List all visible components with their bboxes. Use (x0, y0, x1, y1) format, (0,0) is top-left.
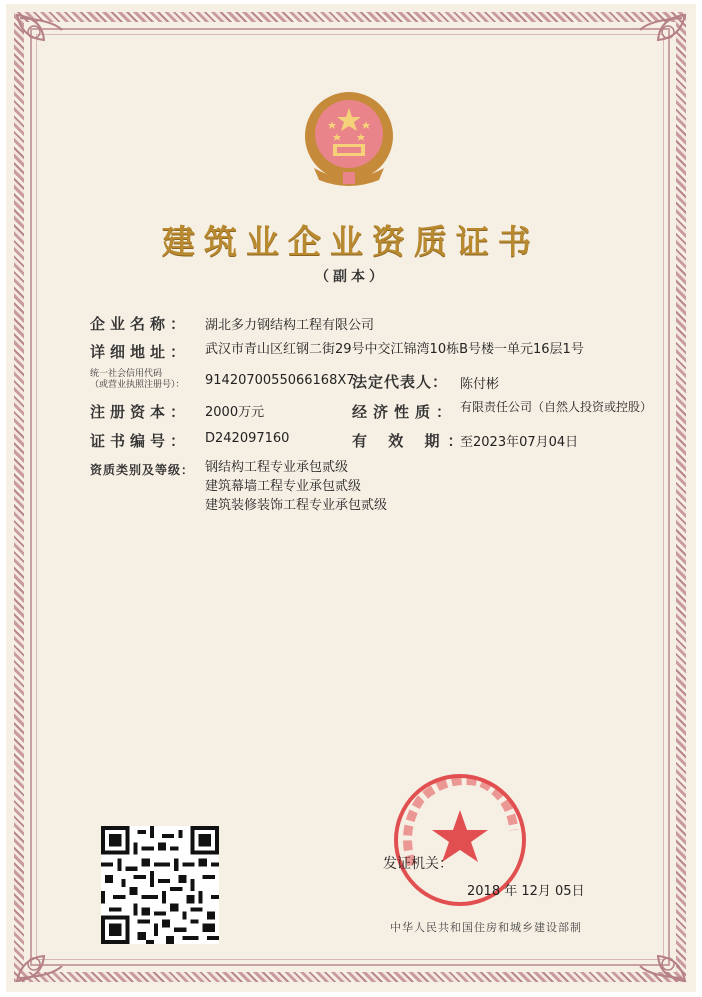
corner-ornament-icon (630, 926, 690, 986)
company-name-value: 湖北多力钢结构工程有限公司 (205, 318, 375, 333)
qualification-item: 钢结构工程专业承包贰级 (205, 460, 349, 475)
validity-label: 有 效 期： (352, 432, 471, 450)
credit-code-label-line2: （或营业执照注册号）： (90, 380, 185, 390)
qualification-label: 资质类别及等级： (90, 463, 195, 477)
certificate-number-label: 证书编号： (90, 432, 191, 450)
legal-rep-value: 陈付彬 (460, 377, 500, 392)
qualification-list (205, 459, 387, 516)
credit-code-value: 9142070055066168X7 (205, 373, 355, 388)
footer-issuer: 中华人民共和国住房和城乡建设部制 (390, 921, 582, 934)
address-label: 详细地址： (90, 343, 191, 361)
legal-rep-label: 法定代表人： (352, 373, 449, 391)
economic-nature-value: 有限责任公司（自然人投资或控股） (460, 400, 653, 414)
registered-capital-value: 2000万元 (205, 405, 265, 420)
corner-ornament-icon (12, 10, 72, 70)
credit-code-label-line1: 统一社会信用代码 (90, 369, 163, 379)
address-value: 武汉市青山区红钢二街29号中交江锦湾10栋B号楼一单元16层1号 (205, 342, 584, 357)
corner-ornament-icon (12, 926, 72, 986)
qualification-item: 建筑幕墙工程专业承包贰级 (205, 479, 362, 494)
issue-date: 2018 年 12月 05日 (467, 884, 585, 899)
corner-ornament-icon (630, 10, 690, 70)
certificate-subtitle: （副本） (315, 269, 387, 285)
qualification-item: 建筑装修装饰工程专业承包贰级 (205, 498, 388, 513)
company-name-label: 企业名称： (90, 315, 191, 333)
qr-code-icon (101, 826, 219, 944)
national-emblem-icon (299, 88, 399, 192)
registered-capital-label: 注册资本： (90, 403, 191, 421)
certificate-title: 建筑业企业资质证书 (162, 222, 540, 261)
economic-nature-label: 经济性质： (352, 403, 458, 421)
validity-value: 至2023年07月04日 (460, 435, 579, 450)
certificate-number-value: D242097160 (205, 431, 290, 446)
issuer-label: 发证机关： (383, 856, 453, 872)
